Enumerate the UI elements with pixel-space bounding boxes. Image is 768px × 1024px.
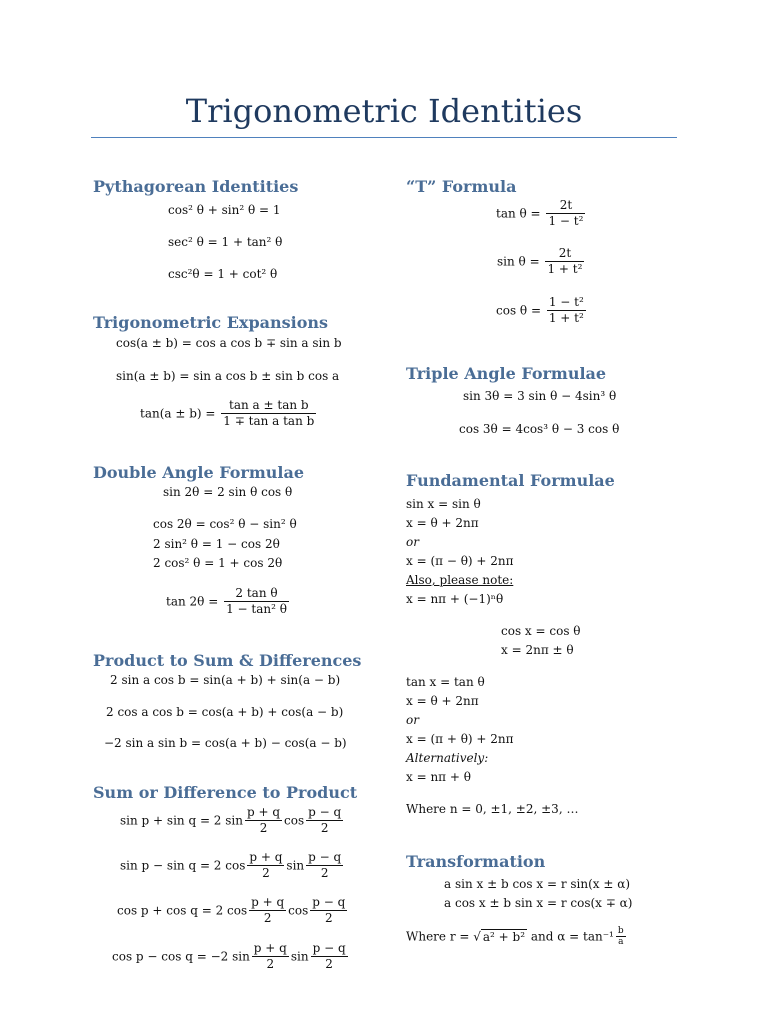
heading-expansions: Trigonometric Expansions: [93, 313, 329, 332]
t-formula-tan-fraction: [546, 198, 585, 229]
double-sin: sin 2θ = 2 sin θ cos θ: [163, 485, 293, 499]
transformation-eq-2: a cos x ± b sin x = r cos(x ∓ α): [444, 896, 633, 910]
fraction-p-plus-q: [245, 805, 282, 836]
fraction-denominator: 1 + t²: [548, 311, 584, 325]
heading-double-angle: Double Angle Formulae: [93, 463, 305, 482]
double-tan-denominator: 1 − tan² θ: [226, 602, 287, 616]
fundamental-line-8: x = 2nπ ± θ: [501, 643, 574, 657]
fundamental-line-4: x = (π − θ) + 2nπ: [406, 554, 514, 568]
expansion-sin: sin(a ± b) = sin a cos b ± sin b cos a: [116, 369, 340, 383]
transformation-b-over-a: [616, 926, 626, 947]
double-tan-lhs: tan 2θ =: [166, 594, 219, 609]
sum-cos-plus-mid: cos: [288, 903, 309, 918]
fraction-numerator: p − q: [312, 941, 346, 955]
sum-cos-minus-lhs: cos p − cos q = −2 sin: [112, 949, 250, 964]
sum-sin-minus-lhs: sin p − sin q = 2 cos: [120, 858, 246, 873]
page-title: Trigonometric Identities: [185, 92, 583, 130]
fraction-numerator: 2t: [545, 246, 584, 262]
sum-sin-plus-lhs: sin p + sin q = 2 sin: [120, 813, 243, 828]
transformation-where: [406, 926, 628, 947]
fundamental-line-9: tan x = tan θ: [406, 675, 485, 689]
fraction-denominator: 2: [266, 957, 275, 971]
expansion-tan-fraction: [221, 398, 316, 429]
double-tan-fraction: [224, 586, 289, 617]
fraction-p-minus-q: [310, 895, 347, 926]
expansion-tan-denominator: 1 ∓ tan a tan b: [223, 414, 315, 428]
fundamental-line-14: x = nπ + θ: [406, 770, 471, 784]
fraction-p-plus-q: [249, 895, 286, 926]
sum-cos-plus-lhs: cos p + cos q = 2 cos: [117, 903, 248, 918]
fraction-numerator: 2t: [546, 198, 585, 214]
heading-transformation: Transformation: [406, 852, 546, 871]
transformation-where-middle: and α = tan⁻¹: [527, 929, 614, 944]
t-formula-cos: [496, 295, 588, 326]
sum-sin-plus: [120, 805, 345, 836]
fraction-denominator: 2: [325, 957, 333, 971]
t-formula-sin-fraction: [545, 246, 584, 277]
fraction-numerator: p + q: [251, 895, 285, 909]
heading-pythagorean: Pythagorean Identities: [93, 177, 299, 196]
fraction-p-plus-q: [247, 850, 284, 881]
t-formula-tan: [496, 198, 587, 229]
sum-cos-minus-mid: sin: [290, 949, 309, 964]
heading-product-to-sum: Product to Sum & Differences: [93, 651, 362, 670]
fraction-numerator: p + q: [249, 850, 283, 864]
double-cos-squared: 2 cos² θ = 1 + cos 2θ: [153, 556, 283, 570]
fraction-p-plus-q: [252, 941, 289, 972]
fraction-denominator: 2: [320, 866, 329, 880]
expansion-tan-numerator: tan a ± tan b: [221, 398, 316, 414]
fraction-denominator: 2: [324, 911, 333, 925]
t-formula-sin-lhs: sin θ =: [497, 254, 540, 269]
fraction-denominator: 2: [320, 821, 329, 835]
expansion-cos: cos(a ± b) = cos a cos b ∓ sin a sin b: [116, 336, 342, 350]
t-formula-cos-lhs: cos θ =: [496, 303, 542, 318]
fraction-numerator: 1 − t²: [548, 295, 584, 309]
product-sin-cos: 2 sin a cos b = sin(a + b) + sin(a − b): [110, 673, 341, 687]
fraction-denominator: 2: [263, 911, 272, 925]
product-sin-sin: −2 sin a sin b = cos(a + b) − cos(a − b): [104, 736, 347, 750]
fundamental-line-3: or: [406, 535, 419, 549]
fundamental-line-6: x = nπ + (−1)ⁿθ: [406, 592, 504, 606]
triple-sin: sin 3θ = 3 sin θ − 4sin³ θ: [463, 389, 617, 403]
fundamental-line-7: cos x = cos θ: [501, 624, 581, 638]
product-cos-cos: 2 cos a cos b = cos(a + b) + cos(a − b): [106, 705, 344, 719]
sum-cos-minus: [112, 941, 350, 972]
t-formula-tan-lhs: tan θ =: [496, 206, 541, 221]
fundamental-line-10: x = θ + 2nπ: [406, 694, 479, 708]
fundamental-line-13: Alternatively:: [406, 751, 489, 765]
fraction-denominator: 2: [262, 866, 270, 880]
heading-t-formula: “T” Formula: [406, 177, 517, 196]
double-sin-squared: 2 sin² θ = 1 − cos 2θ: [153, 537, 280, 551]
sum-sin-minus-mid: sin: [286, 858, 305, 873]
heading-triple-angle: Triple Angle Formulae: [406, 364, 607, 383]
fundamental-line-12: x = (π + θ) + 2nπ: [406, 732, 514, 746]
fundamental-line-2: x = θ + 2nπ: [406, 516, 479, 530]
double-tan: [166, 586, 291, 617]
pythagorean-eq-1: cos² θ + sin² θ = 1: [168, 203, 281, 217]
transformation-eq-1: a sin x ± b cos x = r sin(x ± α): [444, 877, 631, 891]
fraction-p-minus-q: [306, 805, 343, 836]
fraction-numerator: p + q: [253, 941, 287, 955]
fraction-p-minus-q: [306, 850, 343, 881]
t-formula-cos-fraction: [547, 295, 586, 326]
heading-sum-to-product: Sum or Difference to Product: [93, 783, 358, 802]
fraction-numerator: p + q: [246, 805, 281, 819]
double-tan-numerator: 2 tan θ: [224, 586, 289, 602]
heading-fundamental: Fundamental Formulae: [406, 471, 615, 490]
fraction-denominator: 1 − t²: [548, 214, 584, 228]
sum-sin-plus-mid: cos: [284, 813, 305, 828]
fundamental-line-11: or: [406, 713, 419, 727]
fraction-denominator: 1 + t²: [547, 262, 583, 276]
t-formula-sin: [497, 246, 586, 277]
sum-sin-minus: [120, 850, 345, 881]
transformation-where-prefix: Where r = √: [406, 929, 481, 944]
transformation-radicand: a² + b²: [482, 929, 526, 944]
fraction-denominator: a: [618, 937, 624, 947]
double-cos: cos 2θ = cos² θ − sin² θ: [153, 517, 297, 531]
fundamental-line-5: Also, please note:: [406, 573, 514, 587]
fundamental-line-1: sin x = sin θ: [406, 497, 481, 511]
triple-cos: cos 3θ = 4cos³ θ − 3 cos θ: [459, 422, 620, 436]
fraction-denominator: 2: [259, 821, 268, 835]
fraction-numerator: b: [617, 926, 624, 936]
fraction-p-minus-q: [311, 941, 348, 972]
fundamental-line-15: Where n = 0, ±1, ±2, ±3, …: [406, 802, 579, 816]
fraction-numerator: p − q: [308, 805, 342, 819]
fraction-numerator: p − q: [308, 850, 342, 864]
sum-cos-plus: [117, 895, 349, 926]
pythagorean-eq-2: sec² θ = 1 + tan² θ: [168, 235, 283, 249]
pythagorean-eq-3: csc²θ = 1 + cot² θ: [168, 267, 278, 281]
title-divider: [91, 137, 677, 138]
expansion-tan-lhs: tan(a ± b) =: [140, 406, 216, 421]
expansion-tan: [140, 398, 318, 429]
fraction-numerator: p − q: [312, 895, 346, 909]
